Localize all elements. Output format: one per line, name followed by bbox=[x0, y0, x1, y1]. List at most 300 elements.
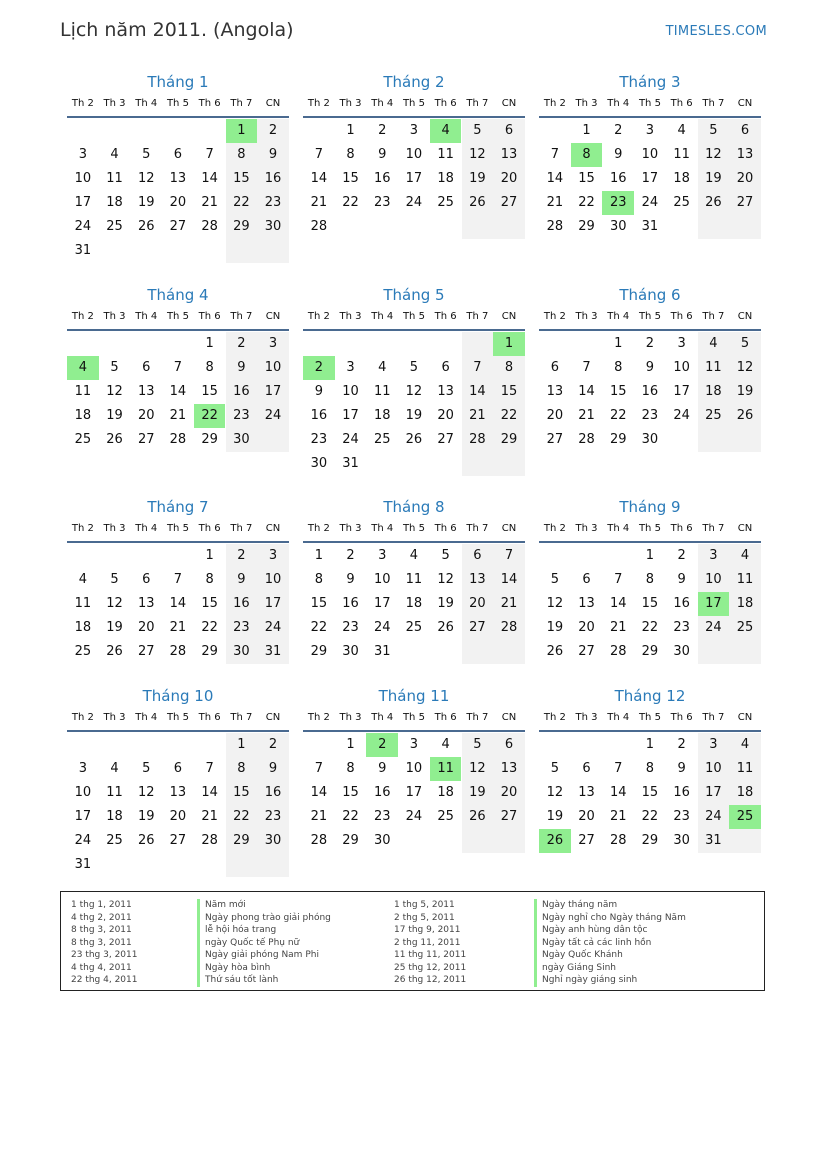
legend-holiday-name: Ngày Quốc Khánh bbox=[534, 949, 686, 962]
day-cell: 9 bbox=[378, 147, 387, 162]
day-cell: 21 bbox=[500, 596, 518, 611]
day-cell: 24 bbox=[405, 809, 423, 824]
day-cell: 17 bbox=[673, 384, 690, 399]
day-cell: 23 bbox=[673, 620, 690, 635]
weekday-header: Th 6 bbox=[670, 98, 693, 109]
day-cell: 25 bbox=[736, 620, 754, 635]
header-rule bbox=[303, 730, 525, 732]
weekday-header: Th 6 bbox=[670, 311, 693, 322]
weekday-header: Th 7 bbox=[466, 523, 489, 534]
weekday-header: Th 7 bbox=[230, 712, 253, 723]
weekday-header: Th 5 bbox=[402, 98, 425, 109]
holiday-day-cell: 17 bbox=[698, 592, 730, 616]
day-cell: 24 bbox=[74, 833, 92, 848]
day-cell: 12 bbox=[546, 785, 564, 800]
day-cell: 8 bbox=[645, 572, 655, 587]
day-cell: 24 bbox=[373, 620, 391, 635]
day-cell: 13 bbox=[546, 384, 564, 399]
day-cell: 5 bbox=[473, 737, 482, 752]
day-cell: 28 bbox=[546, 219, 564, 234]
day-cell: 28 bbox=[310, 833, 328, 848]
day-cell: 18 bbox=[74, 408, 92, 423]
day-cell: 19 bbox=[469, 171, 486, 186]
day-cell: 1 bbox=[645, 548, 655, 563]
weekday-header: Th 2 bbox=[543, 523, 566, 534]
month-12 bbox=[539, 687, 761, 877]
day-cell: 18 bbox=[736, 596, 754, 611]
day-cell: 3 bbox=[709, 548, 718, 563]
legend-date: 2 thg 11, 2011 bbox=[394, 937, 461, 948]
weekday-header: Th 2 bbox=[543, 98, 566, 109]
weekday-header: Th 5 bbox=[166, 98, 189, 109]
day-cell: 6 bbox=[504, 737, 514, 752]
day-cell: 13 bbox=[469, 572, 486, 587]
day-cell: 30 bbox=[233, 644, 250, 659]
day-cell: 23 bbox=[373, 195, 391, 210]
day-cell: 27 bbox=[500, 195, 518, 210]
day-cell: 7 bbox=[504, 548, 514, 563]
holiday-day-cell: 25 bbox=[729, 805, 761, 829]
day-cell: 7 bbox=[550, 147, 559, 162]
day-cell: 10 bbox=[405, 761, 423, 776]
day-cell: 6 bbox=[142, 572, 151, 587]
weekday-header: Th 5 bbox=[638, 98, 661, 109]
day-cell: 1 bbox=[346, 123, 355, 138]
day-cell: 11 bbox=[74, 384, 92, 399]
day-cell: 14 bbox=[201, 785, 218, 800]
month-name: Tháng 3 bbox=[619, 73, 681, 91]
weekday-header: Th 3 bbox=[339, 311, 362, 322]
day-cell: 28 bbox=[609, 833, 627, 848]
day-cell: 11 bbox=[405, 572, 423, 587]
weekday-header: Th 5 bbox=[402, 712, 425, 723]
day-cell: 8 bbox=[614, 360, 623, 375]
holiday-legend bbox=[60, 891, 765, 991]
day-cell: 5 bbox=[550, 572, 559, 587]
day-cell: 23 bbox=[233, 620, 250, 635]
weekday-header: Th 2 bbox=[71, 712, 94, 723]
weekday-header: Th 5 bbox=[638, 523, 661, 534]
weekday-header: Th 3 bbox=[339, 712, 362, 723]
weekday-header: Th 3 bbox=[103, 311, 126, 322]
day-cell: 2 bbox=[645, 336, 655, 351]
day-cell: 5 bbox=[110, 572, 119, 587]
day-cell: 19 bbox=[405, 408, 423, 423]
day-cell: 7 bbox=[205, 147, 214, 162]
day-cell: 23 bbox=[673, 809, 690, 824]
weekday-header: Th 7 bbox=[702, 311, 725, 322]
weekday-header: Th 4 bbox=[135, 523, 158, 534]
day-cell: 25 bbox=[106, 219, 123, 234]
header-rule bbox=[67, 329, 289, 331]
header-rule bbox=[539, 541, 761, 543]
weekday-header: Th 3 bbox=[103, 712, 126, 723]
day-cell: 15 bbox=[201, 596, 218, 611]
weekday-header: Th 6 bbox=[198, 98, 221, 109]
weekday-header: Th 2 bbox=[71, 98, 94, 109]
weekday-header: Th 5 bbox=[638, 712, 661, 723]
day-cell: 25 bbox=[373, 432, 391, 447]
day-cell: 29 bbox=[310, 644, 328, 659]
weekday-header: Th 2 bbox=[307, 311, 330, 322]
day-cell: 31 bbox=[74, 243, 92, 258]
day-cell: 16 bbox=[264, 171, 282, 186]
day-cell: 29 bbox=[578, 219, 595, 234]
weekday-header: Th 7 bbox=[466, 98, 489, 109]
day-cell: 10 bbox=[705, 761, 722, 776]
day-cell: 23 bbox=[373, 809, 391, 824]
day-cell: 17 bbox=[74, 195, 92, 210]
weekday-header: Th 6 bbox=[670, 523, 693, 534]
day-cell: 11 bbox=[106, 171, 123, 186]
weekday-header: Th 3 bbox=[103, 523, 126, 534]
day-cell: 5 bbox=[110, 360, 119, 375]
day-cell: 27 bbox=[137, 644, 155, 659]
day-cell: 19 bbox=[705, 171, 722, 186]
day-cell: 8 bbox=[645, 761, 655, 776]
day-cell: 16 bbox=[373, 785, 391, 800]
day-cell: 21 bbox=[201, 195, 218, 210]
day-cell: 15 bbox=[342, 171, 359, 186]
day-cell: 13 bbox=[437, 384, 454, 399]
weekday-header: Th 4 bbox=[371, 98, 394, 109]
weekday-header: Th 2 bbox=[71, 311, 94, 322]
day-cell: 6 bbox=[550, 360, 559, 375]
weekday-header: Th 6 bbox=[198, 311, 221, 322]
day-cell: 6 bbox=[504, 123, 514, 138]
day-cell: 17 bbox=[264, 596, 282, 611]
day-cell: 24 bbox=[342, 432, 359, 447]
day-cell: 19 bbox=[437, 596, 454, 611]
weekday-header: Th 4 bbox=[135, 712, 158, 723]
day-cell: 3 bbox=[677, 336, 686, 351]
day-cell: 29 bbox=[233, 219, 250, 234]
day-cell: 26 bbox=[106, 644, 123, 659]
day-cell: 21 bbox=[609, 809, 627, 824]
day-cell: 2 bbox=[237, 336, 246, 351]
day-cell: 22 bbox=[641, 620, 659, 635]
weekday-header: Th 5 bbox=[402, 523, 425, 534]
day-cell: 18 bbox=[705, 384, 722, 399]
holiday-day-cell: 1 bbox=[493, 332, 525, 356]
day-cell: 30 bbox=[342, 644, 359, 659]
day-cell: 27 bbox=[578, 644, 595, 659]
day-cell: 28 bbox=[201, 833, 218, 848]
weekday-header: Th 3 bbox=[575, 712, 598, 723]
day-cell: 17 bbox=[705, 785, 722, 800]
day-cell: 19 bbox=[469, 785, 486, 800]
day-cell: 27 bbox=[137, 432, 155, 447]
month-name: Tháng 10 bbox=[142, 687, 214, 705]
weekday-header: Th 5 bbox=[402, 311, 425, 322]
weekday-header: Th 2 bbox=[307, 712, 330, 723]
month-name: Tháng 7 bbox=[147, 498, 209, 516]
header-rule bbox=[303, 116, 525, 118]
month-name: Tháng 12 bbox=[614, 687, 686, 705]
day-cell: 7 bbox=[173, 572, 183, 587]
day-cell: 27 bbox=[169, 833, 187, 848]
day-cell: 10 bbox=[373, 572, 391, 587]
day-cell: 10 bbox=[342, 384, 359, 399]
day-cell: 19 bbox=[106, 620, 123, 635]
day-cell: 16 bbox=[673, 785, 690, 800]
day-cell: 10 bbox=[74, 785, 92, 800]
day-cell: 6 bbox=[582, 572, 591, 587]
day-cell: 26 bbox=[137, 833, 155, 848]
day-cell: 1 bbox=[582, 123, 591, 138]
day-cell: 28 bbox=[310, 219, 328, 234]
day-cell: 12 bbox=[546, 596, 564, 611]
weekday-header: CN bbox=[501, 98, 517, 109]
legend-date: 4 thg 2, 2011 bbox=[71, 912, 132, 923]
day-cell: 20 bbox=[546, 408, 564, 423]
day-cell: 14 bbox=[169, 596, 187, 611]
day-cell: 29 bbox=[641, 644, 659, 659]
day-cell: 30 bbox=[233, 432, 250, 447]
day-cell: 4 bbox=[378, 360, 387, 375]
day-cell: 10 bbox=[641, 147, 659, 162]
day-cell: 3 bbox=[268, 336, 278, 351]
day-cell: 21 bbox=[609, 620, 627, 635]
day-cell: 30 bbox=[264, 219, 282, 234]
day-cell: 14 bbox=[609, 785, 627, 800]
day-cell: 16 bbox=[641, 384, 659, 399]
day-cell: 19 bbox=[546, 809, 564, 824]
weekday-header: Th 3 bbox=[575, 311, 598, 322]
day-cell: 17 bbox=[264, 384, 282, 399]
day-cell: 18 bbox=[74, 620, 92, 635]
day-cell: 31 bbox=[342, 456, 359, 471]
weekday-header: Th 7 bbox=[702, 712, 725, 723]
legend-holiday-name: Ngày hòa bình bbox=[197, 962, 331, 975]
day-cell: 17 bbox=[405, 171, 423, 186]
month-name: Tháng 4 bbox=[147, 286, 209, 304]
weekday-header: Th 2 bbox=[307, 98, 330, 109]
day-cell: 1 bbox=[645, 737, 655, 752]
day-cell: 15 bbox=[641, 596, 659, 611]
day-cell: 4 bbox=[709, 336, 718, 351]
day-cell: 3 bbox=[378, 548, 387, 563]
day-cell: 13 bbox=[169, 171, 187, 186]
day-cell: 25 bbox=[74, 432, 92, 447]
day-cell: 2 bbox=[268, 123, 278, 138]
day-cell: 3 bbox=[78, 761, 87, 776]
day-cell: 18 bbox=[373, 408, 391, 423]
day-cell: 21 bbox=[310, 809, 328, 824]
day-cell: 26 bbox=[137, 219, 155, 234]
day-cell: 20 bbox=[469, 596, 486, 611]
weekday-header: Th 5 bbox=[166, 311, 189, 322]
weekday-header: Th 3 bbox=[575, 98, 598, 109]
day-cell: 30 bbox=[609, 219, 627, 234]
day-cell: 14 bbox=[469, 384, 486, 399]
weekday-header: Th 4 bbox=[135, 311, 158, 322]
day-cell: 18 bbox=[106, 809, 123, 824]
day-cell: 30 bbox=[641, 432, 659, 447]
day-cell: 3 bbox=[645, 123, 655, 138]
day-cell: 13 bbox=[137, 596, 155, 611]
day-cell: 18 bbox=[437, 785, 454, 800]
day-cell: 11 bbox=[373, 384, 391, 399]
day-cell: 30 bbox=[373, 833, 391, 848]
day-cell: 22 bbox=[342, 195, 359, 210]
day-cell: 30 bbox=[673, 833, 690, 848]
day-cell: 6 bbox=[142, 360, 151, 375]
day-cell: 9 bbox=[268, 147, 278, 162]
day-cell: 11 bbox=[106, 785, 123, 800]
holiday-day-cell: 1 bbox=[226, 119, 258, 143]
legend-holiday-name: Nghỉ ngày giáng sinh bbox=[534, 974, 686, 987]
day-cell: 4 bbox=[740, 548, 750, 563]
day-cell: 2 bbox=[614, 123, 623, 138]
day-cell: 28 bbox=[578, 432, 595, 447]
weekday-header: Th 2 bbox=[543, 712, 566, 723]
day-cell: 1 bbox=[205, 336, 214, 351]
day-cell: 5 bbox=[441, 548, 450, 563]
day-cell: 2 bbox=[677, 548, 686, 563]
day-cell: 17 bbox=[405, 785, 423, 800]
month-3 bbox=[539, 73, 761, 263]
day-cell: 10 bbox=[74, 171, 92, 186]
month-name: Tháng 1 bbox=[147, 73, 209, 91]
day-cell: 27 bbox=[469, 620, 486, 635]
day-cell: 12 bbox=[405, 384, 423, 399]
weekday-header: Th 7 bbox=[702, 98, 725, 109]
day-cell: 13 bbox=[137, 384, 155, 399]
day-cell: 14 bbox=[310, 171, 328, 186]
holiday-day-cell: 2 bbox=[303, 356, 335, 380]
month-name: Tháng 9 bbox=[619, 498, 681, 516]
legend-date: 4 thg 4, 2011 bbox=[71, 962, 132, 973]
day-cell: 3 bbox=[346, 360, 355, 375]
day-cell: 26 bbox=[437, 620, 454, 635]
day-cell: 4 bbox=[740, 737, 750, 752]
legend-date: 22 thg 4, 2011 bbox=[71, 975, 138, 985]
day-cell: 28 bbox=[201, 219, 218, 234]
day-cell: 15 bbox=[641, 785, 659, 800]
day-cell: 10 bbox=[264, 572, 282, 587]
day-cell: 29 bbox=[201, 644, 218, 659]
day-cell: 12 bbox=[437, 572, 454, 587]
day-cell: 9 bbox=[346, 572, 355, 587]
day-cell: 14 bbox=[201, 171, 218, 186]
day-cell: 31 bbox=[641, 219, 659, 234]
day-cell: 25 bbox=[106, 833, 123, 848]
day-cell: 6 bbox=[740, 123, 750, 138]
day-cell: 16 bbox=[609, 171, 627, 186]
day-cell: 4 bbox=[110, 147, 119, 162]
weekday-header: Th 4 bbox=[135, 98, 158, 109]
day-cell: 5 bbox=[709, 123, 718, 138]
legend-holiday-name: Thứ sáu tốt lành bbox=[197, 974, 331, 987]
day-cell: 23 bbox=[310, 432, 328, 447]
day-cell: 27 bbox=[578, 833, 595, 848]
weekday-header: Th 7 bbox=[466, 311, 489, 322]
day-cell: 21 bbox=[578, 408, 595, 423]
weekday-header: Th 4 bbox=[607, 311, 630, 322]
site-brand-link[interactable]: TIMESLES.COM bbox=[665, 24, 767, 39]
day-cell: 7 bbox=[314, 761, 323, 776]
weekday-header: Th 5 bbox=[166, 523, 189, 534]
day-cell: 15 bbox=[233, 171, 250, 186]
day-cell: 12 bbox=[469, 147, 486, 162]
day-cell: 11 bbox=[705, 360, 722, 375]
day-cell: 7 bbox=[614, 761, 623, 776]
day-cell: 8 bbox=[346, 147, 355, 162]
day-cell: 23 bbox=[233, 408, 250, 423]
day-cell: 22 bbox=[201, 620, 218, 635]
weekday-header: CN bbox=[265, 712, 281, 723]
day-cell: 22 bbox=[233, 809, 250, 824]
day-cell: 18 bbox=[736, 785, 754, 800]
day-cell: 31 bbox=[264, 644, 282, 659]
day-cell: 8 bbox=[504, 360, 514, 375]
day-cell: 9 bbox=[237, 572, 246, 587]
day-cell: 5 bbox=[550, 761, 559, 776]
month-4 bbox=[67, 286, 289, 476]
header-rule bbox=[67, 730, 289, 732]
day-cell: 22 bbox=[609, 408, 627, 423]
day-cell: 29 bbox=[342, 833, 359, 848]
day-cell: 7 bbox=[173, 360, 183, 375]
day-cell: 30 bbox=[264, 833, 282, 848]
legend-holiday-name: lễ hội hóa trang bbox=[197, 924, 331, 937]
day-cell: 24 bbox=[673, 408, 690, 423]
day-cell: 20 bbox=[169, 195, 187, 210]
day-cell: 12 bbox=[736, 360, 754, 375]
day-cell: 8 bbox=[205, 360, 214, 375]
weekday-header: CN bbox=[737, 712, 753, 723]
holiday-day-cell: 26 bbox=[539, 829, 571, 853]
month-10 bbox=[67, 687, 289, 877]
day-cell: 10 bbox=[705, 572, 722, 587]
day-cell: 29 bbox=[233, 833, 250, 848]
month-6 bbox=[539, 286, 761, 476]
legend-holiday-name: Ngày tháng năm bbox=[534, 899, 686, 912]
day-cell: 12 bbox=[137, 171, 155, 186]
day-cell: 18 bbox=[673, 171, 690, 186]
month-11 bbox=[303, 687, 525, 877]
day-cell: 20 bbox=[137, 408, 155, 423]
weekday-header: Th 4 bbox=[371, 311, 394, 322]
weekday-header: Th 2 bbox=[307, 523, 330, 534]
header-rule bbox=[303, 329, 525, 331]
header-rule bbox=[67, 116, 289, 118]
day-cell: 25 bbox=[405, 620, 423, 635]
day-cell: 16 bbox=[233, 384, 250, 399]
day-cell: 16 bbox=[342, 596, 359, 611]
weekday-header: CN bbox=[737, 311, 753, 322]
day-cell: 11 bbox=[736, 572, 754, 587]
day-cell: 2 bbox=[346, 548, 355, 563]
day-cell: 31 bbox=[373, 644, 391, 659]
day-cell: 20 bbox=[500, 171, 518, 186]
day-cell: 7 bbox=[314, 147, 323, 162]
day-cell: 30 bbox=[673, 644, 690, 659]
day-cell: 26 bbox=[106, 432, 123, 447]
day-cell: 15 bbox=[201, 384, 218, 399]
day-cell: 23 bbox=[264, 809, 282, 824]
day-cell: 28 bbox=[500, 620, 518, 635]
day-cell: 9 bbox=[677, 572, 686, 587]
day-cell: 24 bbox=[264, 408, 282, 423]
page-title: Lịch năm 2011. (Angola) bbox=[60, 19, 294, 41]
day-cell: 20 bbox=[736, 171, 754, 186]
day-cell: 4 bbox=[677, 123, 686, 138]
day-cell: 17 bbox=[342, 408, 359, 423]
day-cell: 23 bbox=[264, 195, 282, 210]
day-cell: 17 bbox=[74, 809, 92, 824]
